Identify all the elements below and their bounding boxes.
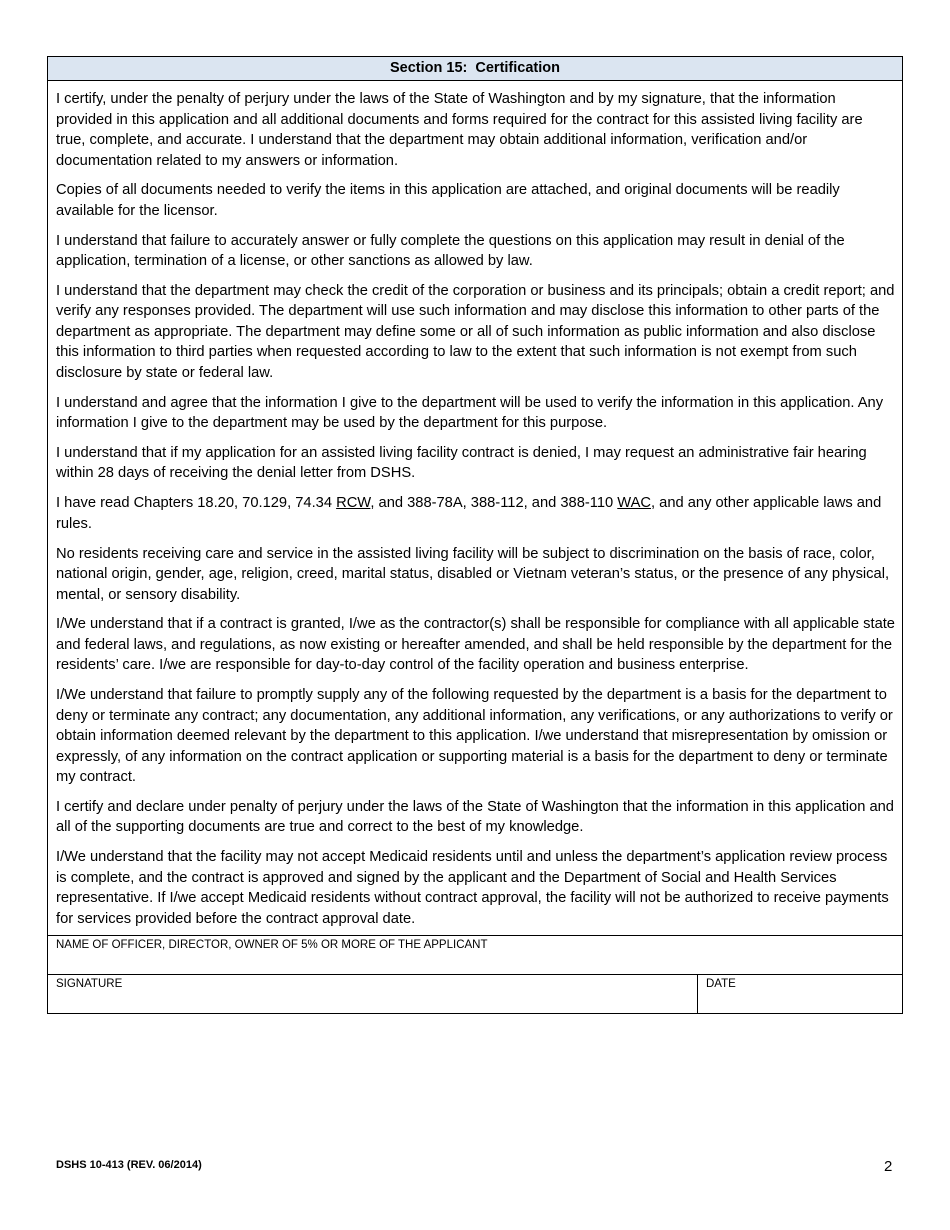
certification-paragraph: I understand and agree that the information I give to the department will be used to verify the information in this application. Any information I give to the department may be used by the department for this purpose.: [56, 394, 884, 432]
certification-paragraph: I certify and declare under penalty of perjury under the laws of the State of Washington that the information in this application and all of the supporting documents are true and correct to the best of my knowledge.: [56, 798, 894, 836]
certification-form: [47, 56, 903, 1014]
certification-paragraph: I/We understand that the facility may not accept Medicaid residents until and unless the department’s application review process is complete, and the contract is approved and signed by the applicant and the Department of Social and Health Services representative. If I/we accept Medicaid residents without contract approval, the facility will not be authorized to receive payments for services provided before the contract approval date.: [56, 849, 889, 927]
date-label: DATE: [706, 978, 736, 991]
rcw-abbreviation: RCW: [336, 495, 371, 512]
page-number: 2: [884, 1158, 893, 1175]
date-field[interactable]: [698, 975, 902, 1013]
officer-name-label: NAME OF OFFICER, DIRECTOR, OWNER OF 5% OR MORE OF THE APPLICANT: [56, 939, 488, 952]
certification-paragraph: I/We understand that if a contract is granted, I/we as the contractor(s) shall be responsible for compliance with all applicable state and federal laws, and regulations, as now existing or hereafter amended, and shall be held responsible by the department for the residents’ care. I/we are responsible for day-to-day control of the facility operation and business enterprise.: [56, 616, 895, 674]
chapters-text: , and 388-78A, 388-112, and 388-110: [370, 495, 618, 512]
name-field-row: [48, 935, 902, 974]
wac-abbreviation: WAC: [617, 495, 651, 512]
signature-field[interactable]: [48, 975, 698, 1013]
form-number: DSHS 10-413 (REV. 06/2014): [56, 1159, 202, 1171]
certification-paragraph: I certify, under the penalty of perjury under the laws of the State of Washington and by my signature, that the information provided in this application and all additional documents and forms required for the contract for this assisted living facility are true, complete, and accurate. I understand that the department may obtain additional information, verification and/or documentation related to my answers or information.: [56, 91, 863, 169]
certification-paragraph: No residents receiving care and service in the assisted living facility will be subject to discrimination on the basis of race, color, national origin, gender, age, religion, creed, marital status, disabled or Vietnam veteran’s status, or the presence of any physical, mental, or sensory disability.: [56, 545, 890, 603]
chapters-text: I have read Chapters 18.20, 70.129, 74.34: [56, 495, 337, 512]
certification-paragraph: I understand that the department may check the credit of the corporation or business and its principals; obtain a credit report; and verify any responses provided. The department will use such information and may disclose this information to other parts of the department as appropriate. The department may define some or all of such information as public information and also disclose this information to third parties when requested according to law to the extent that such information is not exempt from such disclosure by state or federal law.: [56, 282, 895, 381]
certification-paragraph: I/We understand that failure to promptly supply any of the following requested by the department is a basis for the department to deny or terminate any contract; any documentation, any additional information, any verifications, or any authorizations to verify or obtain information deemed relevant by the department to this application. I/we understand that misrepresentation by omission or expressly, of any information on the contract application or supporting material is a basis for the department to deny or terminate my contract.: [56, 687, 893, 786]
certification-paragraph: I understand that if my application for an assisted living facility contract is denied, I may request an administrative fair hearing within 28 days of receiving the denial letter from DSHS.: [56, 444, 867, 482]
signature-label: SIGNATURE: [56, 978, 123, 991]
certification-text: [48, 81, 902, 935]
certification-paragraph: I understand that failure to accurately answer or fully complete the questions on this application may result in denial of the application, termination of a license, or other sanctions as allowed by law.: [56, 232, 845, 270]
officer-name-field[interactable]: [48, 936, 902, 974]
signature-date-row: [48, 974, 902, 1013]
certification-paragraph-chapters: [56, 493, 896, 534]
section-title: Section 15: Certification: [48, 57, 902, 81]
certification-paragraph: Copies of all documents needed to verify the items in this application are attached, and original documents will be readily available for the licensor.: [56, 182, 840, 219]
chapters-text: , and any other applicable laws and rules.: [56, 495, 882, 532]
